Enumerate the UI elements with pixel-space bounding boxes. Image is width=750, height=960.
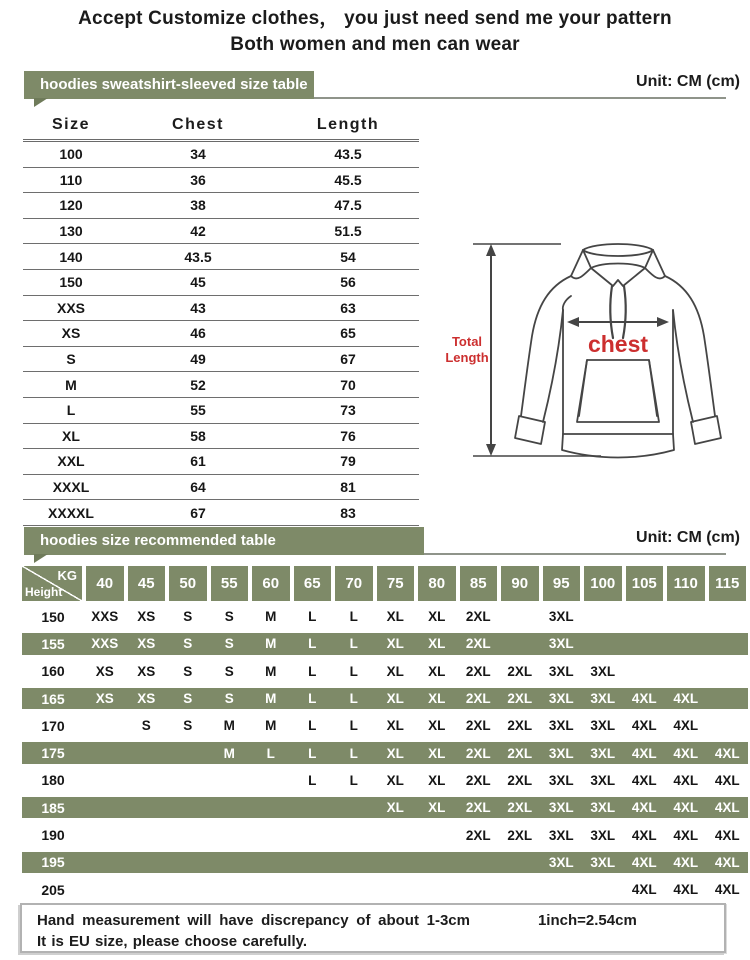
size-table-cell: 43.5	[184, 248, 212, 265]
recommend-size-cell: 4XL	[631, 854, 657, 870]
recommend-size-cell: 4XL	[714, 854, 740, 870]
recommend-size-cell: XL	[428, 636, 446, 652]
recommend-size-cell: 3XL	[548, 854, 574, 870]
recommend-row	[22, 603, 748, 630]
recommend-size-cell: XL	[386, 609, 404, 625]
size-table-cell: 73	[340, 402, 356, 419]
size-table-cell: XL	[62, 427, 80, 444]
recommend-size-cell: 3XL	[590, 854, 616, 870]
recommend-size-cell: S	[183, 636, 193, 652]
recommend-size-cell: 4XL	[673, 882, 699, 898]
size-table-row	[23, 372, 419, 398]
size-table-cell: 43.5	[334, 146, 362, 163]
size-table-cell: M	[65, 376, 77, 393]
size-table-cell: XXXL	[52, 479, 90, 496]
recommend-size-cell: 3XL	[548, 636, 574, 652]
size-table-cell: 79	[340, 453, 356, 470]
size-table-cell: 100	[59, 146, 83, 163]
section2-title-badge	[24, 527, 424, 555]
recommend-size-cell: 3XL	[548, 800, 574, 816]
size-table-row	[23, 193, 419, 219]
size-table-header	[23, 111, 419, 142]
size-table-cell: 63	[340, 299, 356, 316]
recommend-size-cell: 4XL	[631, 745, 657, 761]
recommend-size-cell: XL	[386, 772, 404, 788]
recommend-size-cell: L	[349, 718, 358, 734]
weight-column-header: 75	[377, 566, 415, 601]
size-table-cell: 34	[190, 146, 206, 163]
size-table-cell: 140	[59, 248, 83, 265]
size-table-cell: 55	[190, 402, 206, 419]
recommend-size-cell: L	[308, 691, 317, 707]
recommend-size-cell: 4XL	[631, 718, 657, 734]
recommend-size-cell: 4XL	[673, 745, 699, 761]
recommend-size-cell: 2XL	[465, 636, 491, 652]
recommend-size-cell: S	[224, 691, 234, 707]
recommend-size-cell: XL	[428, 663, 446, 679]
recommend-size-cell: L	[266, 745, 275, 761]
weight-column-header: 60	[252, 566, 290, 601]
size-table-cell: 45.5	[334, 171, 362, 188]
weight-column-header: 110	[667, 566, 705, 601]
note-line1: Hand measurement will have discrepancy of about 1-3cm	[37, 912, 470, 929]
recommend-size-cell: L	[308, 745, 317, 761]
size-table-cell: 67	[340, 351, 356, 368]
recommend-size-cell: 3XL	[548, 691, 574, 707]
recommend-size-cell: L	[308, 772, 317, 788]
size-table-cell: S	[66, 351, 76, 368]
recommend-size-cell: XL	[386, 663, 404, 679]
size-table-column-header: Length	[316, 116, 380, 133]
recommend-size-cell: M	[265, 663, 277, 679]
recommend-row	[22, 876, 748, 903]
weight-column-header: 65	[294, 566, 332, 601]
height-row-label: 170	[41, 717, 65, 734]
measurement-note-box	[20, 903, 726, 953]
recommend-size-cell: 3XL	[548, 772, 574, 788]
recommend-size-cell: XS	[95, 691, 114, 707]
recommend-row	[22, 794, 748, 821]
recommend-row	[22, 712, 748, 739]
recommend-size-cell: 3XL	[590, 772, 616, 788]
weight-column-header: 80	[418, 566, 456, 601]
size-table-cell: 70	[340, 376, 356, 393]
recommend-size-cell: XS	[137, 663, 156, 679]
section2-title: hoodies size recommended table	[40, 532, 276, 549]
height-row-label: 205	[41, 881, 65, 898]
recommend-size-cell: XL	[428, 745, 446, 761]
size-table-cell: 61	[190, 453, 206, 470]
recommend-size-cell: XXS	[91, 636, 119, 652]
chest-label: chest	[587, 331, 649, 357]
page-title-line1: Accept Customize clothes， you just need send me your pattern	[78, 8, 672, 29]
recommend-size-cell: 2XL	[465, 827, 491, 843]
size-table-row	[23, 398, 419, 424]
page-title-line2: Both women and men can wear	[230, 34, 520, 55]
size-table-cell: 120	[59, 197, 83, 214]
recommend-size-cell: 3XL	[548, 718, 574, 734]
size-table-cell: 36	[190, 171, 206, 188]
size-table-cell: XS	[61, 325, 81, 342]
weight-column-header: 90	[501, 566, 539, 601]
recommend-size-cell: 4XL	[714, 745, 740, 761]
recommend-size-cell: L	[349, 609, 358, 625]
size-table	[23, 111, 419, 526]
recommend-size-cell: S	[183, 691, 193, 707]
recommend-row	[22, 849, 748, 876]
size-table-cell: 43	[190, 299, 206, 316]
size-table-body	[23, 142, 419, 526]
recommend-size-cell: S	[183, 663, 193, 679]
size-table-cell: 83	[340, 504, 356, 521]
size-table-row	[23, 142, 419, 168]
recommend-size-cell: 2XL	[507, 800, 533, 816]
height-row-label: 150	[41, 608, 65, 625]
unit-label-1: Unit: CM (cm)	[636, 73, 740, 90]
recommend-size-cell: XXS	[91, 609, 119, 625]
note-line2: It is EU size, please choose carefully.	[37, 933, 308, 950]
weight-column-header: 105	[626, 566, 664, 601]
height-row-label: 175	[41, 745, 65, 762]
height-row-label: 180	[41, 772, 65, 789]
recommend-size-cell: M	[265, 636, 277, 652]
recommend-table	[22, 566, 748, 903]
size-table-cell: 42	[190, 223, 206, 240]
size-table-cell: 52	[190, 376, 206, 393]
recommend-size-cell: XL	[386, 691, 404, 707]
recommend-size-cell: XS	[137, 691, 156, 707]
size-table-cell: 65	[340, 325, 356, 342]
recommend-row	[22, 821, 748, 848]
size-table-cell: 76	[340, 427, 356, 444]
size-table-row	[23, 168, 419, 194]
recommend-size-cell: 2XL	[465, 691, 491, 707]
size-table-row	[23, 296, 419, 322]
recommend-size-cell: L	[308, 636, 317, 652]
recommend-size-cell: M	[223, 718, 235, 734]
size-table-cell: XXL	[57, 453, 85, 470]
size-table-row	[23, 347, 419, 373]
recommend-size-cell: 2XL	[465, 772, 491, 788]
total-length-label-line2: Length	[445, 350, 489, 365]
recommend-size-cell: 3XL	[548, 663, 574, 679]
size-table-column-header: Size	[51, 116, 90, 133]
size-table-row	[23, 500, 419, 526]
height-row-label: 155	[41, 635, 65, 652]
size-table-cell: 56	[340, 274, 356, 291]
recommend-size-cell: 2XL	[465, 800, 491, 816]
matrix-body	[22, 603, 748, 903]
recommend-size-cell: 2XL	[465, 718, 491, 734]
recommend-size-cell: 4XL	[631, 772, 657, 788]
size-table-cell: 45	[190, 274, 206, 291]
recommend-size-cell: XS	[137, 609, 156, 625]
hoodie-measurement-diagram	[433, 210, 745, 470]
size-table-row	[23, 449, 419, 475]
weight-column-header: 50	[169, 566, 207, 601]
recommend-size-cell: 2XL	[465, 745, 491, 761]
size-table-cell: 58	[190, 427, 206, 444]
page-title	[0, 6, 750, 58]
recommend-size-cell: XL	[386, 800, 404, 816]
recommend-size-cell: XL	[428, 800, 446, 816]
recommend-size-cell: 4XL	[714, 882, 740, 898]
matrix-corner-cell	[22, 566, 82, 601]
recommend-size-cell: 4XL	[673, 772, 699, 788]
weight-column-header: 45	[128, 566, 166, 601]
recommend-size-cell: 2XL	[507, 745, 533, 761]
weight-column-header: 95	[543, 566, 581, 601]
size-table-row	[23, 424, 419, 450]
size-table-cell: 47.5	[334, 197, 362, 214]
recommend-size-cell: 2XL	[507, 691, 533, 707]
recommend-size-cell: 4XL	[673, 691, 699, 707]
note-inch-conversion: 1inch=2.54cm	[537, 912, 637, 929]
weight-column-header: 85	[460, 566, 498, 601]
recommend-size-cell: S	[183, 718, 193, 734]
badge-tail	[34, 554, 48, 563]
recommend-size-cell: 2XL	[507, 663, 533, 679]
recommend-size-cell: 3XL	[590, 663, 616, 679]
total-length-label-line1: Total	[451, 334, 483, 349]
size-table-row	[23, 270, 419, 296]
size-table-row	[23, 475, 419, 501]
recommend-size-cell: 4XL	[631, 691, 657, 707]
recommend-size-cell: S	[224, 663, 234, 679]
recommend-size-cell: XL	[428, 772, 446, 788]
recommend-size-cell: M	[265, 718, 277, 734]
size-table-cell: 67	[190, 504, 206, 521]
recommend-size-cell: M	[265, 609, 277, 625]
height-row-label: 160	[41, 663, 65, 680]
recommend-size-cell: XL	[386, 745, 404, 761]
height-row-label: 190	[41, 827, 65, 844]
height-row-label: 165	[41, 690, 65, 707]
recommend-size-cell: 3XL	[590, 800, 616, 816]
height-row-label: 185	[41, 799, 65, 816]
recommend-size-cell: 4XL	[673, 800, 699, 816]
recommend-size-cell: L	[349, 691, 358, 707]
recommend-size-cell: L	[349, 745, 358, 761]
size-table-column-header: Chest	[172, 116, 224, 133]
size-table-cell: XXXXL	[48, 504, 94, 521]
recommend-size-cell: XL	[428, 609, 446, 625]
recommend-size-cell: XS	[95, 663, 114, 679]
weight-column-header: 70	[335, 566, 373, 601]
size-table-row	[23, 321, 419, 347]
recommend-size-cell: L	[349, 636, 358, 652]
recommend-size-cell: 3XL	[590, 691, 616, 707]
recommend-row	[22, 658, 748, 685]
recommend-size-cell: M	[265, 691, 277, 707]
recommend-size-cell: S	[141, 718, 151, 734]
recommend-size-cell: 4XL	[631, 800, 657, 816]
recommend-row	[22, 685, 748, 712]
recommend-size-cell: 4XL	[673, 718, 699, 734]
recommend-size-cell: 4XL	[631, 827, 657, 843]
size-table-cell: XXS	[56, 299, 85, 316]
recommend-size-cell: 4XL	[714, 772, 740, 788]
recommend-size-cell: M	[223, 745, 235, 761]
section1-title-badge	[24, 71, 314, 99]
unit-label-2: Unit: CM (cm)	[636, 529, 740, 546]
recommend-size-cell: 2XL	[465, 663, 491, 679]
recommend-size-cell: L	[308, 663, 317, 679]
size-table-cell: L	[66, 402, 76, 419]
recommend-size-cell: S	[224, 636, 234, 652]
weight-column-header: 100	[584, 566, 622, 601]
size-table-cell: 130	[59, 223, 83, 240]
size-table-cell: 110	[59, 171, 83, 188]
recommend-row	[22, 767, 748, 794]
recommend-size-cell: XL	[386, 636, 404, 652]
size-table-cell: 81	[340, 479, 356, 496]
recommend-size-cell: 3XL	[590, 827, 616, 843]
matrix-header-row	[22, 566, 748, 601]
corner-height-label: Height	[25, 585, 63, 599]
size-table-row	[23, 244, 419, 270]
size-table-cell: 54	[340, 248, 356, 265]
recommend-size-cell: 3XL	[548, 827, 574, 843]
recommend-size-cell: XL	[428, 718, 446, 734]
recommend-size-cell: S	[224, 609, 234, 625]
size-table-cell: 64	[190, 479, 206, 496]
recommend-size-cell: L	[349, 663, 358, 679]
recommend-size-cell: XL	[386, 718, 404, 734]
recommend-size-cell: 4XL	[631, 882, 657, 898]
size-table-cell: 49	[190, 351, 206, 368]
section1-title: hoodies sweatshirt-sleeved size table	[40, 76, 308, 93]
size-table-cell: 51.5	[334, 223, 362, 240]
size-table-cell: 150	[59, 274, 83, 291]
recommend-size-cell: 2XL	[507, 827, 533, 843]
recommend-size-cell: 3XL	[548, 609, 574, 625]
recommend-size-cell: S	[183, 609, 193, 625]
recommend-size-cell: L	[349, 772, 358, 788]
recommend-size-cell: 3XL	[548, 745, 574, 761]
corner-kg-label: KG	[57, 568, 77, 583]
badge-tail	[34, 98, 48, 107]
weight-column-header: 40	[86, 566, 124, 601]
weight-column-header: 115	[709, 566, 747, 601]
recommend-size-cell: 2XL	[507, 718, 533, 734]
height-row-label: 195	[41, 854, 65, 871]
recommend-size-cell: 4XL	[714, 827, 740, 843]
recommend-size-cell: 4XL	[714, 800, 740, 816]
size-table-cell: 46	[190, 325, 206, 342]
recommend-size-cell: XS	[137, 636, 156, 652]
recommend-row	[22, 739, 748, 766]
recommend-size-cell: L	[308, 609, 317, 625]
recommend-size-cell: 3XL	[590, 745, 616, 761]
recommend-size-cell: XL	[428, 691, 446, 707]
weight-column-header: 55	[211, 566, 249, 601]
recommend-size-cell: 4XL	[673, 854, 699, 870]
recommend-size-cell: L	[308, 718, 317, 734]
recommend-size-cell: 2XL	[465, 609, 491, 625]
recommend-size-cell: 3XL	[590, 718, 616, 734]
recommend-size-cell: 4XL	[673, 827, 699, 843]
recommend-size-cell: 2XL	[507, 772, 533, 788]
size-table-row	[23, 219, 419, 245]
size-table-cell: 38	[190, 197, 206, 214]
recommend-row	[22, 630, 748, 657]
